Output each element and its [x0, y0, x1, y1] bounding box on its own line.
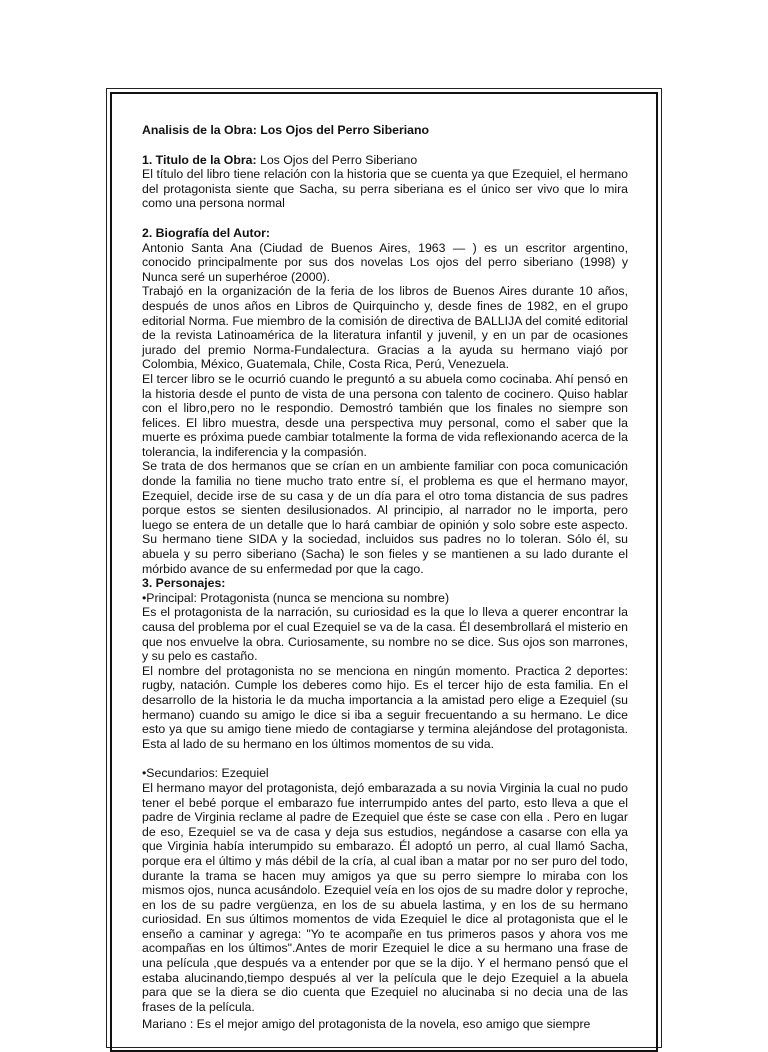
section-2-paragraph-4: Se trata de dos hermanos que se crían en un ambiente familiar con poca comunicación donde la familia no tiene mucho trato entre sí, el problema es que el hermano mayor, Ezequiel, decide irse de su casa y de un día para el otro toma distancia de sus padres porque estos se sienten desilusionados. Al principio, al narrador no le importa, pero luego se entera de un detalle que lo hará cambiar de opinión y solo sobre este aspecto. Su hermano tiene SIDA y la sociedad, incluidos sus padres no lo toleran. Sólo él, su abuela y su perro siberiano (Sacha) le son fieles y se mantienen a su lado durante el mórbido avance de su enfermedad por que la cago.	[142, 459, 628, 576]
section-1-text: El título del libro tiene relación con la historia que se cuenta ya que Ezequiel, el hermano del protagonista siente que Sacha, su perra siberiana es el único ser vivo que lo mira como una persona normal	[142, 167, 628, 211]
principal-paragraph-2: El nombre del protagonista no se menciona en ningún momento. Practica 2 deportes: rugby, natación. Cumple los deberes como hijo. Es el tercer hijo de esta familia. En el desarrollo de la historia le da mucha importancia a la amistad pero elige a Ezequiel (su hermano) cuando su amigo le dice si iba a seguir frecuentando a su hermano. Le dice esto ya que su amigo tiene miedo de contagiarse y termina alejándose del protagonista. Esta al lado de su hermano en los últimos momentos de su vida.	[142, 663, 628, 751]
section-1-value: Los Ojos del Perro Siberiano	[256, 152, 418, 167]
section-2-paragraph-1: Antonio Santa Ana (Ciudad de Buenos Aires, 1963 — ) es un escritor argentino, conocido principalmente por sus dos novelas Los ojos del perro siberiano (1998) y Nunca seré un superhéroe (2000).	[142, 240, 628, 284]
document-title: Analisis de la Obra: Los Ojos del Perro Siberiano	[142, 123, 430, 137]
section-3-heading: 3. Personajes:	[142, 576, 226, 591]
section-2-paragraph-2: Trabajó en la organización de la feria de los libros de Buenos Aires durante 10 años, después de unos años en Libros de Quirquincho y, desde fines de 1982, en el grupo editorial Norma. Fue miembro de la comisión de directiva de BALLIJA del comité editorial de la revista Latinoamérica de la literatura infantil y juvenil, y en un par de ocasiones jurado del premio Norma-Fundalectura. Gracias a la ayuda su hermano viajó por Colombia, México, Guatemala, Chile, Costa Rica, Perú, Venezuela.	[142, 284, 628, 372]
document-body	[142, 123, 628, 1014]
section-2-heading: 2. Biografía del Autor:	[142, 225, 270, 240]
principal-label: •Principal: Protagonista (nunca se menciona su nombre)	[142, 590, 450, 605]
secundarios-label: •Secundarios: Ezequiel	[142, 766, 269, 781]
cut-off-line: Mariano : Es el mejor amigo del protagonista de la novela, eso amigo que siempre	[142, 1017, 591, 1031]
principal-paragraph-1: Es el protagonista de la narración, su curiosidad es la que lo lleva a querer encontrar la causa del problema por el cual Ezequiel se va de la casa. Él desembrollará el misterio en que nos envuelve la obra. Curiosamente, su nombre no se dice. Sus ojos son marrones, y su pelo es castaño.	[142, 605, 628, 664]
section-title-line	[142, 153, 628, 168]
section-1-heading: 1. Titulo de la Obra:	[142, 152, 257, 167]
section-2-paragraph-3: El tercer libro se le ocurrió cuando le preguntó a su abuela como cocinaba. Ahí pensó en la historia desde el punto de vista de una persona con talento de cocinero. Quiso hablar con el libro,pero no le respondio. Demostró también que los finales no siempre son felices. El libro muestra, desde una perspectiva muy personal, como el saber que la muerte es próxima puede cambiar totalmente la forma de vida reflexionando acerca de la tolerancia, la indiferencia y la compasión.	[142, 371, 628, 459]
secundarios-paragraph: El hermano mayor del protagonista, dejó embarazada a su novia Virginia la cual no pudo tener el bebé porque el embarazo fue interrumpido antes del parto, esto lleva a que el padre de Virginia reclame al padre de Ezequiel que éste se case con ella . Pero en lugar de eso, Ezequiel se va de casa y deja sus estudios, negándose a casarse con ella ya que Virginia había interumpido su embarazo. Él adoptó un perro, al cual llamó Sacha, porque era el último y más débil de la cría, al cual iban a matar por no ser puro del todo, durante la trama se hacen muy amigos ya que su perro siempre lo miraba con los mismos ojos, nunca acusándolo. Ezequiel veía en los ojos de su madre dolor y reproche, en los de su padre vergüenza, en los de su abuela lastima, y en los de su hermano curiosidad. En sus últimos momentos de vida Ezequiel le dice al protagonista que el le enseño a caminar y agrega: "Yo te acompañe en tus primeros pasos y ahora vos me acompañas en los últimos".Antes de morir Ezequiel le dice a su hermano una frase de una película ,que después va a entender por que se la dijo. Y el hermano pensó que el estaba alucinando,tiempo después al ver la película que le dejo Ezequiel a la abuela para que se la diera se dio cuenta que Ezequiel no alucinaba si no decia una de las frases de la película.	[142, 780, 628, 1014]
